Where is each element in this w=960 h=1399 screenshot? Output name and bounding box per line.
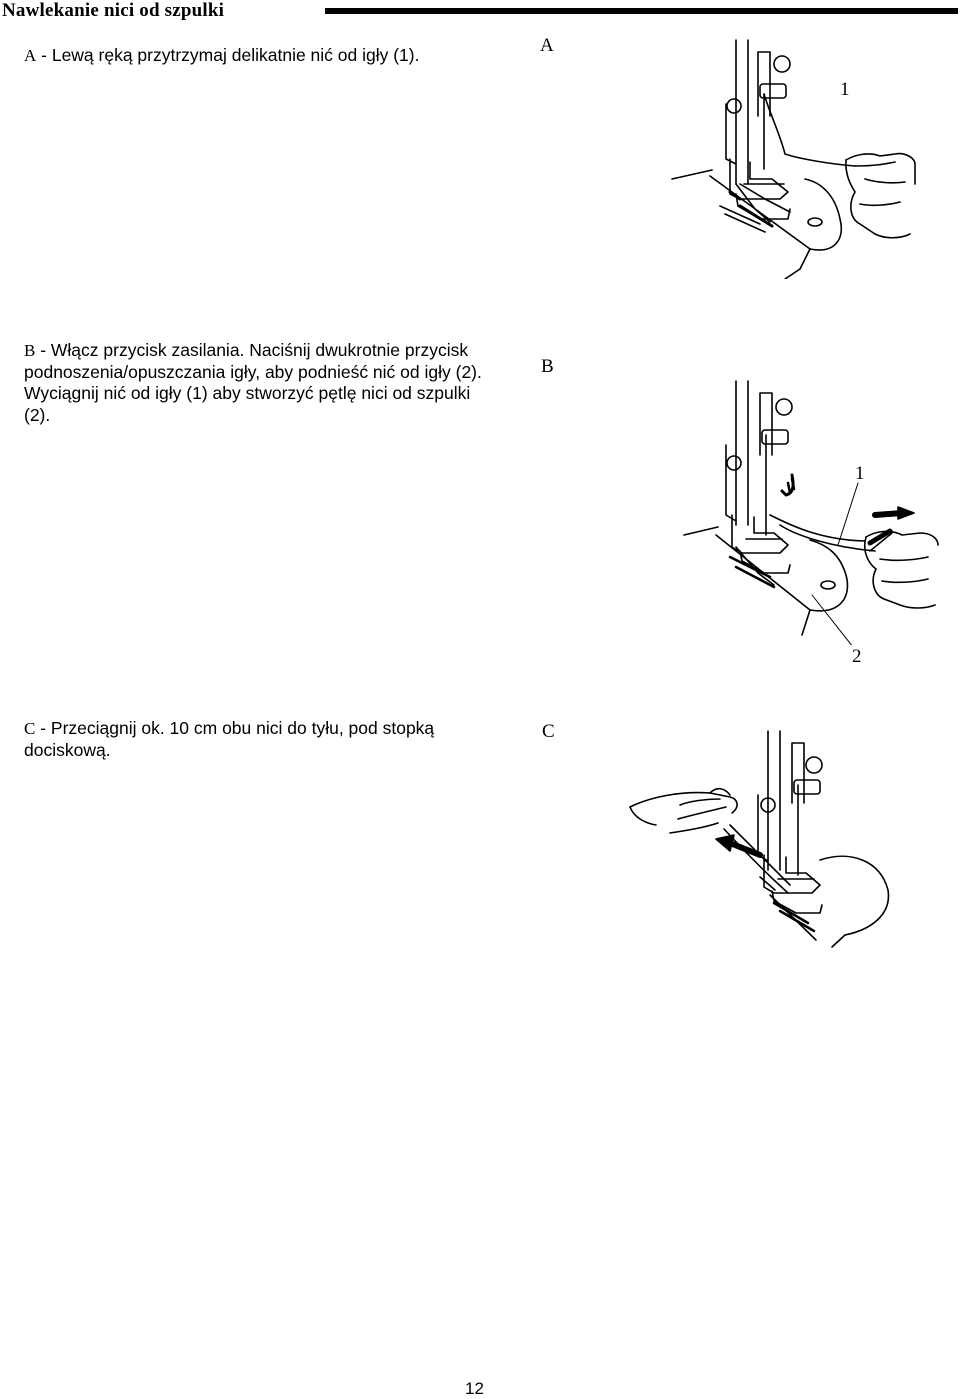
page-title: Nawlekanie nici od szpulki xyxy=(2,0,225,21)
figure-b-callout-1: 1 xyxy=(855,463,865,484)
step-a-letter: A xyxy=(24,46,37,65)
figure-a-label: A xyxy=(540,35,554,56)
step-a-description: - Lewą ręką przytrzymaj delikatnie nić od igły (1). xyxy=(36,45,420,65)
step-b-text xyxy=(24,340,484,426)
figure-a-callout-1: 1 xyxy=(840,79,850,100)
page-number: 12 xyxy=(465,1379,484,1398)
figure-b-label: B xyxy=(541,356,554,377)
figure-b-callout-2: 2 xyxy=(852,646,862,667)
title-rule xyxy=(325,8,958,14)
step-b-description: - Włącz przycisk zasilania. Naciśnij dwukrotnie przycisk podnoszenia/opuszczania igły, aby podnieść nić od igły (2). Wyciągnij nić od igły (1) aby stworzyć pętlę nici od szpulki (2). xyxy=(24,340,482,425)
figure-c-illustration xyxy=(620,725,910,960)
step-a-text xyxy=(24,45,504,67)
figure-c-label: C xyxy=(542,721,555,742)
step-c-letter: C xyxy=(24,719,36,738)
step-c-text xyxy=(24,718,484,761)
figure-b-illustration xyxy=(670,375,940,645)
step-c-description: - Przeciągnij ok. 10 cm obu nici do tyłu, pod stopką dociskową. xyxy=(24,718,435,760)
step-b-letter: B xyxy=(24,341,36,360)
figure-a-illustration xyxy=(660,34,925,279)
